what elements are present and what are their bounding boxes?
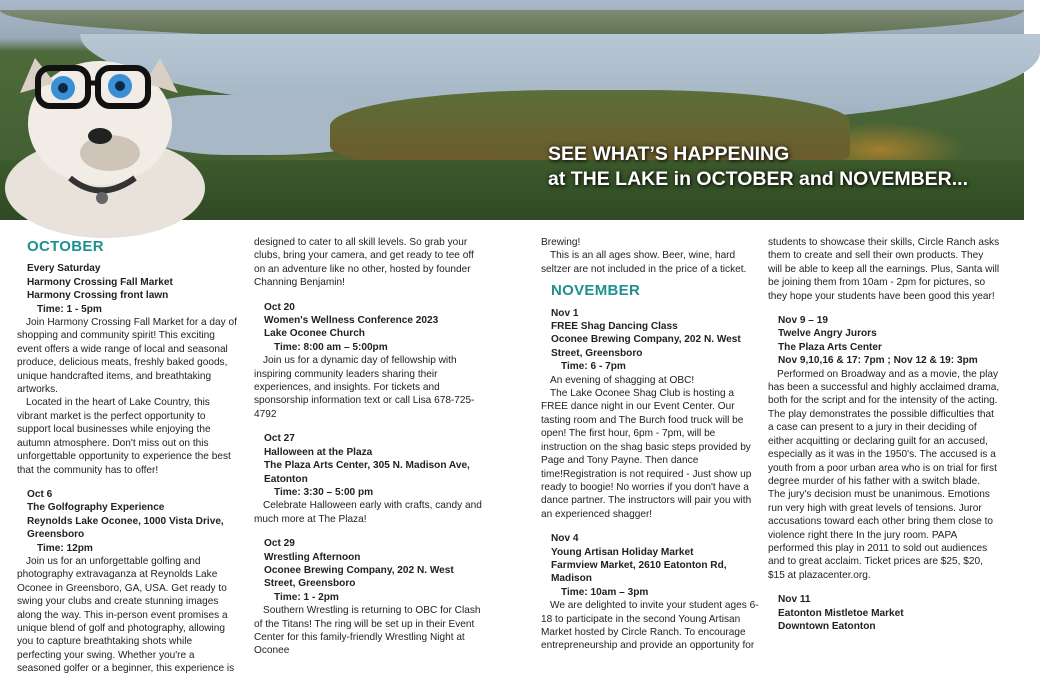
october-heading: OCTOBER [27,238,104,255]
event-time: Time: 8:00 am – 5:00pm [274,341,388,353]
event-description: An evening of shagging at OBC! [550,374,695,386]
event-location: Oconee Brewing Company, 202 N. West Street, Greensboro [264,564,454,590]
event-harmony-market [17,262,239,477]
event-title: Women's Wellness Conference 2023 [264,315,439,327]
event-golfography [17,488,239,676]
event-date: Nov 1 [551,307,579,319]
event-young-artisan-market [541,532,759,653]
event-date: Oct 20 [264,301,295,313]
event-date: Every Saturday [27,263,101,275]
event-location: Downtown Eatonton [778,620,876,632]
event-title: Harmony Crossing Fall Market [27,276,173,288]
event-description: designed to cater to all skill levels. So grab your clubs, bring your camera, and get ready to tee off on an adventure like no other, hosted by founder Channing Benjamin! [254,237,474,289]
column-1 [17,236,239,687]
event-location: Reynolds Lake Oconee, 1000 Vista Drive, Greensboro [27,515,224,541]
event-date: Oct 6 [27,488,53,500]
event-twelve-angry-jurors [768,314,1000,582]
event-womens-wellness [254,301,486,422]
event-shag-dancing [541,307,759,522]
event-time: Time: 3:30 – 5:00 pm [274,486,374,498]
event-title: Eatonton Mistletoe Market [778,607,904,619]
event-title: Wrestling Afternoon [264,551,361,563]
event-location: Farmview Market, 2610 Eatonton Rd, Madison [551,559,727,585]
event-golfography-continued [254,236,486,290]
event-title: Halloween at the Plaza [264,446,373,458]
event-time: Time: 1 - 2pm [274,591,339,603]
event-description: students to showcase their skills, Circle Ranch asks them to create and sell their own products. They will be able to keep all the earnings. Plus, Santa will be joining them from 10am - 2pm for pictures, so they hope your students have been good this year! [768,237,1000,302]
event-date: Nov 9 – 19 [778,315,828,327]
event-time: Time: 12pm [37,542,93,554]
event-halloween-plaza [254,432,486,526]
event-location: Lake Oconee Church [264,328,365,340]
event-description: We are delighted to invite your student ages 6-18 to participate in the second Young Artisan Market hosted by Circle Ranch. To encourage entrepreneurship and provide an opportunity for [541,600,759,652]
headline-line-2: at THE LAKE in OCTOBER and NOVEMBER... [548,168,969,190]
event-description: Located in the heart of Lake Country, this vibrant market is the perfect opportunity to support local businesses while enjoying the autumn atmosphere. Don't miss out on this unforgettable opportunity to experience the best that the community has to offer! [17,397,231,476]
event-description: Celebrate Halloween early with crafts, candy and much more at The Plaza! [254,500,482,525]
column-4 [768,236,1000,644]
event-title: Twelve Angry Jurors [778,328,877,340]
event-date: Nov 4 [551,533,579,545]
column-2 [254,236,486,669]
event-description: Brewing! [541,237,581,248]
event-title: Young Artisan Holiday Market [551,546,694,558]
header-banner [0,0,1024,214]
event-wrestling-continued [541,236,759,276]
event-description: Join Harmony Crossing Fall Market for a day of shopping and community spirit! This exciting event offers a wide range of local and seasonal produce, delicious meats, freshly baked goods, unique handcrafted items, and breathtaking artworks. [17,317,237,396]
event-wrestling [254,537,486,658]
event-young-artisan-continued [768,236,1000,303]
event-description: Join us for a dynamic day of fellowship with inspiring community leaders sharing their experiences, and insights. For tickets and sponsorship information text or call Lisa 678-725-4792 [254,355,475,420]
event-description: Performed on Broadway and as a movie, the play has been a successful and highly acclaimed drama, both for the script and for the intensity of the acting. The play demonstrates the possible difficulties that a case can present to a jury in their deciding of either acquitting or declaring guilt for an accused, especially as it was in the 1950's. The accused is a youth from a poor urban area who is on trial for first degree murder of his father with a switch blade. The jury's decision must be unanimous. Emotions run very high with great levels of tensions. Juror accusations toward each other bring them close to violence right there In the jury room. PAPA performed this play in 2011 to sold out audiences and to great acclaim. Ticket prices are $25, $20, $15 at plazacenter.org. [768,368,1000,581]
event-date: Oct 27 [264,433,295,445]
event-location: The Plaza Arts Center, 305 N. Madison Ave, Eatonton [264,460,470,485]
event-time: Time: 1 - 5pm [37,303,102,315]
page-headline [548,142,1018,192]
event-date: Nov 11 [778,594,811,606]
event-time: Time: 10am – 3pm [561,586,649,598]
headline-line-1: SEE WHAT’S HAPPENING [548,143,790,165]
bulldog-with-glasses-illustration [0,38,210,218]
event-mistletoe-market [768,593,1000,633]
event-schedule: Nov 9,10,16 & 17: 7pm ; Nov 12 & 19: 3pm [778,355,978,367]
event-description: Join us for an unforgettable golfing and photography extravaganza at Reynolds Lake Oconee in Greensboro, GA, USA. Get ready to swing your clubs and create stunning images along the way. This in-person event promises a unique blend of golf and photography, allowing you to capture breathtaking shots while perfecting your swing. Whether you're a seasoned golfer or a beginner, this experience is [17,555,235,675]
event-description: This is an all ages show. Beer, wine, hard seltzer are not included in the price of a ticket. [541,250,747,275]
event-location: The Plaza Arts Center [778,341,882,353]
column-3 [541,236,759,664]
event-title: FREE Shag Dancing Class [551,321,678,333]
event-title: The Golfography Experience [27,502,165,514]
event-time: Time: 6 - 7pm [561,361,626,373]
event-location: Harmony Crossing front lawn [27,290,169,302]
event-location: Oconee Brewing Company, 202 N. West Street, Greensboro [551,334,741,359]
event-description: Southern Wrestling is returning to OBC for Clash of the Titans! The ring will be set up in their Event Center for this family-friendly Wrestling Night at Oconee [254,605,481,657]
november-heading: NOVEMBER [551,282,641,300]
event-date: Oct 29 [264,538,295,550]
event-description: The Lake Oconee Shag Club is hosting a FREE dance night in our Event Center. Our tasting room and The Burch food truck will be open! The first hour, 6pm - 7pm, will be instruction on the shag basic steps provided by Page and Tony Payne. Then dance time!Registration is not required - Just show up ready to boogie! No worries if you don't have a dance partner. The instructors will pair you with an experienced shagger! [541,388,752,520]
